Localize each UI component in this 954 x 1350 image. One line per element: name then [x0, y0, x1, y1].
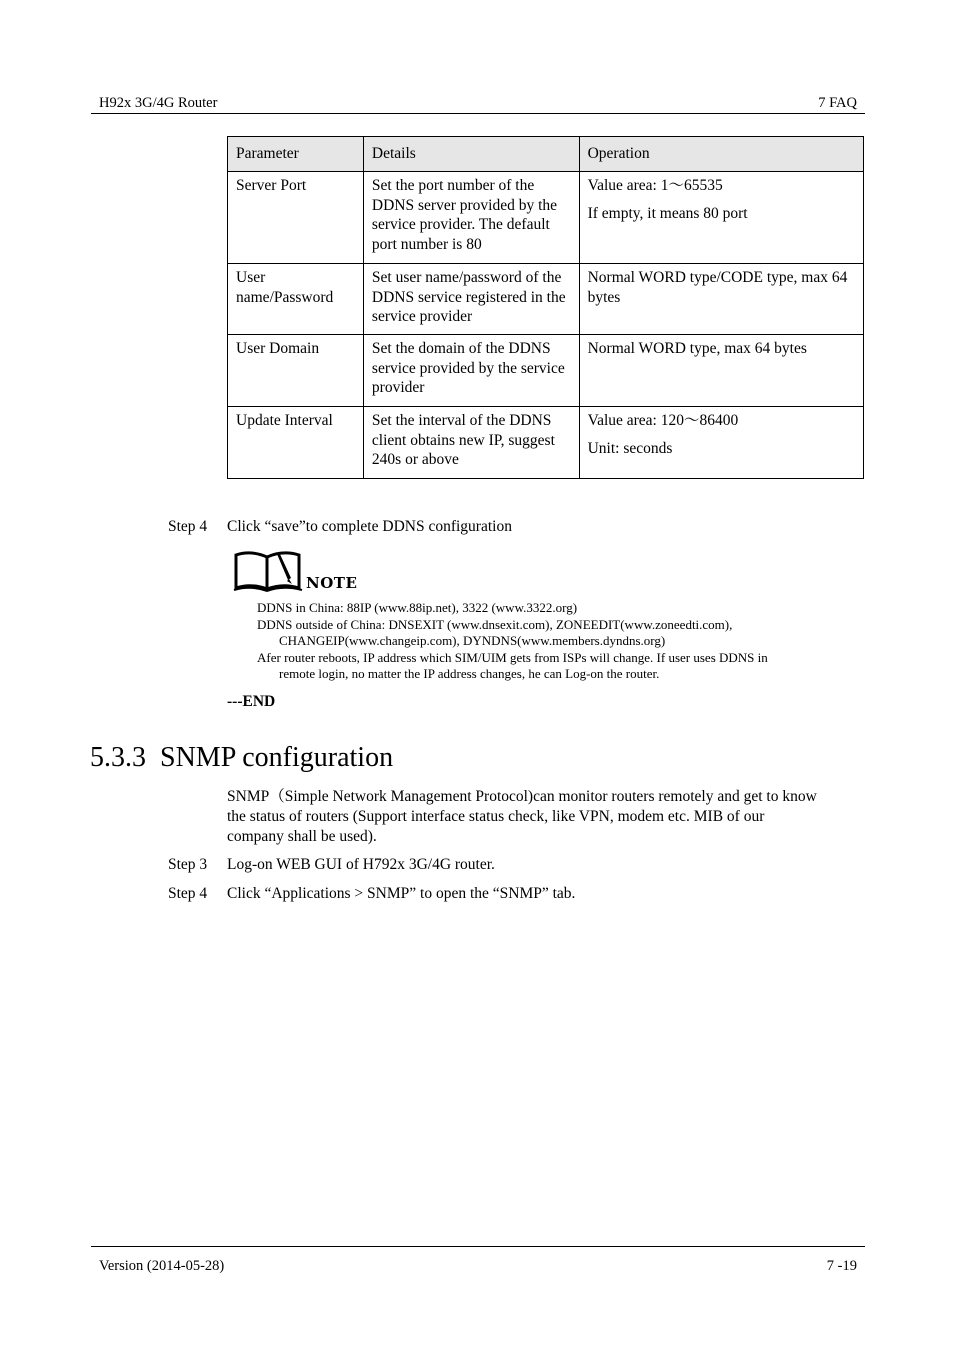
- ddns-parameter-table: [227, 136, 864, 479]
- param-cell: Update Interval: [228, 407, 364, 479]
- details-cell: Set the port number of the DDNS server provided by the service provider. The default port number is 80: [363, 172, 579, 264]
- step-text: Click “Applications > SNMP” to open the “SNMP” tab.: [227, 885, 576, 902]
- header-rule: [91, 113, 865, 114]
- intro-line: SNMP（Simple Network Management Protocol)can monitor routers remotely and get to know: [227, 788, 817, 805]
- details-cell: Set the domain of the DDNS service provided by the service provider: [363, 335, 579, 407]
- column-header-details: Details: [363, 137, 579, 172]
- page-number: 7 -19: [826, 1258, 857, 1274]
- step-label: Step 4: [168, 518, 208, 535]
- note-callout: [233, 548, 363, 594]
- table-header-row: [228, 137, 864, 172]
- step-open-snmp: [168, 885, 868, 905]
- note-line: Afer router reboots, IP address which SIM/UIM gets from ISPs will change. If user uses DDNS in: [257, 649, 768, 665]
- running-header-chapter: 7 FAQ: [818, 95, 857, 111]
- operation-line: Normal WORD type, max 64 bytes: [587, 340, 807, 357]
- table-row: [228, 407, 864, 479]
- note-line: remote login, no matter the IP address changes, he can Log-on the router.: [279, 666, 660, 681]
- step-text: Log-on WEB GUI of H792x 3G/4G router.: [227, 856, 495, 873]
- note-line: CHANGEIP(www.changeip.com), DYNDNS(www.members.dyndns.org): [279, 633, 666, 648]
- note-body: [257, 600, 768, 683]
- table-row: [228, 172, 864, 264]
- footer-version: Version (2014-05-28): [99, 1258, 225, 1274]
- details-cell: Set the interval of the DDNS client obtains new IP, suggest 240s or above: [363, 407, 579, 479]
- step-label: Step 4: [168, 885, 208, 902]
- operation-cell: [579, 407, 863, 479]
- intro-line: the status of routers (Support interface status check, like VPN, modem etc. MIB of our: [227, 808, 765, 825]
- details-cell: Set user name/password of the DDNS service registered in the service provider: [363, 264, 579, 335]
- operation-line: If empty, it means 80 port: [587, 204, 748, 222]
- table-row: [228, 264, 864, 335]
- param-cell: User name/Password: [228, 264, 364, 335]
- operation-cell: [579, 335, 863, 407]
- book-icon: [233, 548, 303, 592]
- operation-line: Value area: 1～65535: [587, 177, 723, 194]
- column-header-parameter: Parameter: [228, 137, 364, 172]
- operation-cell: [579, 172, 863, 264]
- note-line: DDNS outside of China: DNSEXIT (www.dnsexit.com), ZONEEDIT(www.zoneedti.com),: [257, 616, 733, 632]
- operation-line: Normal WORD type/CODE type, max 64 bytes: [587, 269, 848, 306]
- operation-cell: [579, 264, 863, 335]
- param-cell: User Domain: [228, 335, 364, 407]
- end-marker: ---END: [227, 693, 276, 710]
- section-heading: 5.3.3 SNMP configuration: [90, 742, 394, 773]
- section-intro: [227, 787, 867, 847]
- operation-line: Unit: seconds: [587, 439, 673, 457]
- param-cell: Server Port: [228, 172, 364, 264]
- note-line: DDNS in China: 88IP (www.88ip.net), 3322 (www.3322.org): [257, 600, 578, 615]
- step-login: [168, 856, 868, 876]
- step-text: Click “save”to complete DDNS configuration: [227, 518, 512, 535]
- note-label: NOTE: [306, 574, 358, 592]
- footer-rule: [91, 1246, 865, 1247]
- intro-line: company shall be used).: [227, 828, 377, 845]
- table-row: [228, 335, 864, 407]
- step-label: Step 3: [168, 856, 208, 873]
- step-save: [168, 518, 868, 538]
- operation-line: Value area: 120～86400: [587, 412, 739, 429]
- column-header-operation: Operation: [579, 137, 863, 172]
- running-header-title: H92x 3G/4G Router: [99, 95, 218, 111]
